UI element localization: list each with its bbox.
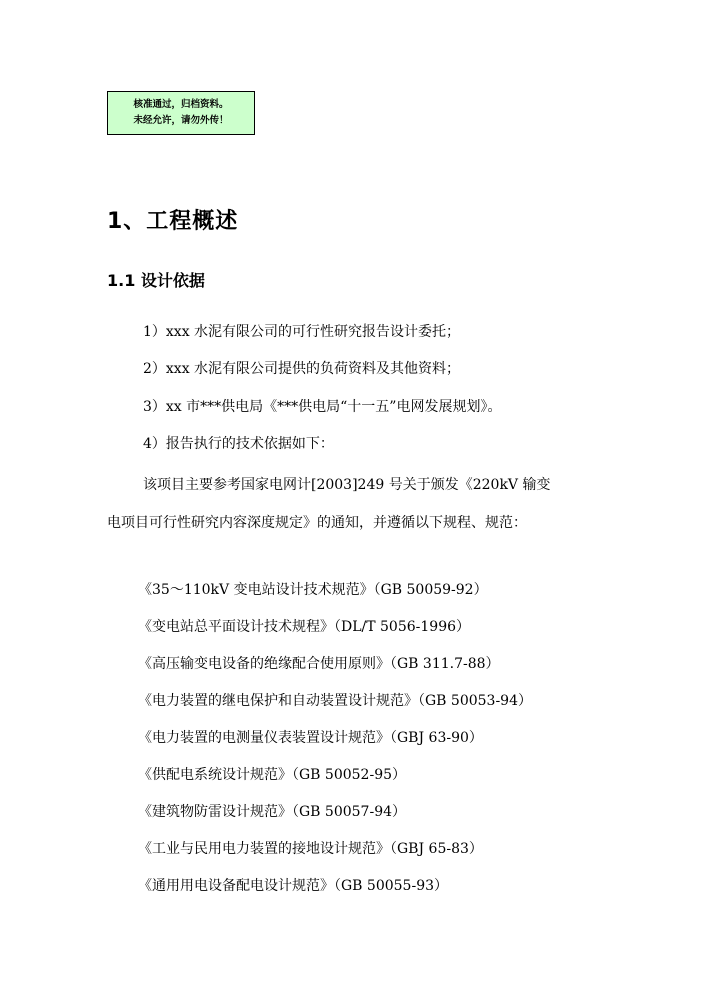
basis-item-2: 2）xxx 水泥有限公司提供的负荷资料及其他资料； [143, 361, 461, 377]
standard-item: 《高压输变电设备的绝缘配合使用原则》（GB 311.7-88） [138, 656, 500, 672]
standard-item: 《35～110kV 变电站设计技术规范》（GB 50059-92） [138, 582, 488, 598]
stamp-line-1: 核准通过，归档资料。 [133, 99, 229, 110]
approval-stamp [107, 91, 255, 135]
section-heading: 1、工程概述 [107, 209, 239, 234]
basis-item-3: 3）xx 市***供电局《***供电局“十一五”电网发展规划》。 [143, 399, 502, 415]
intro-paragraph [107, 466, 607, 542]
basis-item-1: 1）xxx 水泥有限公司的可行性研究报告设计委托； [143, 324, 461, 340]
standard-item: 《变电站总平面设计技术规程》（DL/T 5056-1996） [138, 619, 471, 635]
intro-line-1: 该项目主要参考国家电网计[2003]249 号关于颁发《220kV 输变 [143, 477, 551, 493]
standards-list [138, 578, 532, 911]
standard-item: 《电力装置的电测量仪表装置设计规范》（GBJ 63-90） [138, 730, 483, 746]
standard-item: 《通用用电设备配电设计规范》（GB 50055-93） [138, 878, 449, 894]
standard-item: 《建筑物防雷设计规范》（GB 50057-94） [138, 804, 407, 820]
stamp-line-2: 未经允许，请勿外传！ [133, 115, 229, 126]
subsection-heading: 1.1 设计依据 [107, 271, 205, 290]
standard-item: 《供配电系统设计规范》（GB 50052-95） [138, 767, 407, 783]
standard-item: 《电力装置的继电保护和自动装置设计规范》（GB 50053-94） [138, 693, 533, 709]
standard-item: 《工业与民用电力装置的接地设计规范》（GBJ 65-83） [138, 841, 483, 857]
intro-line-2: 电项目可行性研究内容深度规定》的通知，并遵循以下规程、规范： [107, 515, 527, 531]
basis-item-4: 4）报告执行的技术依据如下： [143, 436, 334, 452]
